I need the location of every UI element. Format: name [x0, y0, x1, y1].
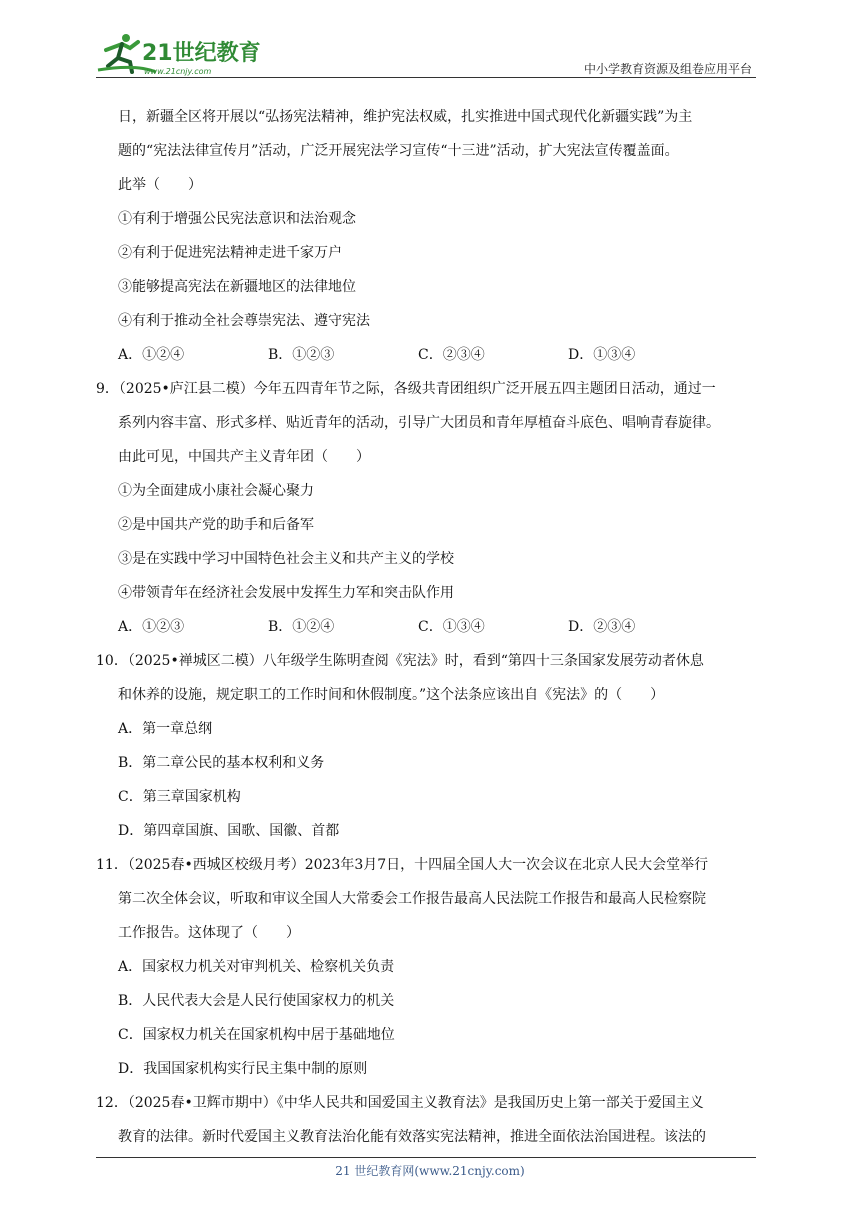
question-content	[96, 100, 768, 1154]
footer-divider	[96, 1157, 756, 1158]
q9-statement-2: ②是中国共产党的助手和后备军	[118, 517, 314, 533]
q8-statement-4: ④有利于推动全社会尊崇宪法、遵守宪法	[118, 313, 370, 329]
q9-option-d: D．②③④	[568, 619, 636, 635]
q11-line-2: 第二次全体会议，听取和审议全国人大常委会工作报告最高人民法院工作报告和最高人民检察院	[118, 891, 706, 907]
q10-option-b: B．第二章公民的基本权利和义务	[118, 755, 325, 771]
q10-option-c: C．第三章国家机构	[118, 789, 241, 805]
q9-line-3: 由此可见，中国共产主义青年团（ ）	[118, 449, 370, 465]
q11-line-3: 工作报告。这体现了（ ）	[118, 925, 300, 941]
q9-statement-3: ③是在实践中学习中国特色社会主义和共产主义的学校	[118, 551, 454, 567]
q9-option-c: C．①③④	[418, 619, 485, 635]
q9-statement-4: ④带领青年在经济社会发展中发挥生力军和突击队作用	[118, 585, 454, 601]
q11-option-b: B．人民代表大会是人民行使国家权力的机关	[118, 993, 395, 1009]
q9-line-2: 系列内容丰富、形式多样、贴近青年的活动，引导广大团员和青年厚植奋斗底色、唱响青春旋律。	[118, 415, 720, 431]
q8-statement-3: ③能够提高宪法在新疆地区的法律地位	[118, 279, 356, 295]
q12-line-2: 教育的法律。新时代爱国主义教育法治化能有效落实宪法精神，推进全面依法治国进程。该法的	[118, 1129, 706, 1145]
header-platform-text: 中小学教育资源及组卷应用平台	[583, 62, 752, 76]
q10-line-2: 和休养的设施，规定职工的工作时间和休假制度。”这个法条应该出自《宪法》的（ ）	[118, 687, 665, 703]
q8-line-2: 题的“宪法法律宣传月”活动，广泛开展宪法学习宣传“十三进”活动，扩大宪法宣传覆盖面。	[118, 143, 679, 159]
header-divider	[96, 77, 756, 78]
logo-text: 21世纪教育	[142, 41, 261, 66]
q8-statement-1: ①有利于增强公民宪法意识和法治观念	[118, 211, 356, 227]
q12-line-1: 12．（2025春•卫辉市期中）《中华人民共和国爱国主义教育法》是我国历史上第一部关于爱国主义	[96, 1095, 704, 1111]
q8-option-b: B．①②③	[268, 347, 335, 363]
q9-statement-1: ①为全面建成小康社会凝心聚力	[118, 483, 314, 499]
q9-option-b: B．①②④	[268, 619, 335, 635]
q8-option-c: C．②③④	[418, 347, 485, 363]
site-logo	[96, 30, 266, 80]
q11-line-1: 11．（2025春•西城区校级月考）2023年3月7日，十四届全国人大一次会议在北京人民大会堂举行	[96, 857, 709, 873]
q10-option-d: D．第四章国旗、国歌、国徽、首都	[118, 823, 340, 839]
q11-option-c: C．国家权力机关在国家机构中居于基础地位	[118, 1027, 395, 1043]
page-header	[96, 30, 756, 80]
q8-line-3: 此举（ ）	[118, 177, 202, 193]
q8-statement-2: ②有利于促进宪法精神走进千家万户	[118, 245, 342, 261]
q10-option-a: A．第一章总纲	[118, 721, 213, 737]
q11-option-a: A．国家权力机关对审判机关、检察机关负责	[118, 959, 395, 975]
q8-line-1: 日，新疆全区将开展以“弘扬宪法精神，维护宪法权威，扎实推进中国式现代化新疆实践”为主	[118, 109, 693, 125]
q9-line-1: 9．（2025•庐江县二模）今年五四青年节之际，各级共青团组织广泛开展五四主题团日活动，通过一	[96, 381, 716, 397]
q10-line-1: 10．（2025•禅城区二模）八年级学生陈明查阅《宪法》时，看到“第四十三条国家发展劳动者休息	[96, 653, 704, 669]
q8-options	[118, 338, 768, 372]
footer-link[interactable]: 21 世纪教育网(www.21cnjy.com)	[335, 1164, 525, 1178]
q8-option-d: D．①③④	[568, 347, 636, 363]
logo-url: www.21cnjy.com	[144, 67, 212, 76]
q9-options	[118, 610, 768, 644]
q9-option-a: A．①②③	[118, 619, 185, 635]
q8-option-a: A．①②④	[118, 347, 185, 363]
q11-option-d: D．我国国家机构实行民主集中制的原则	[118, 1061, 368, 1077]
